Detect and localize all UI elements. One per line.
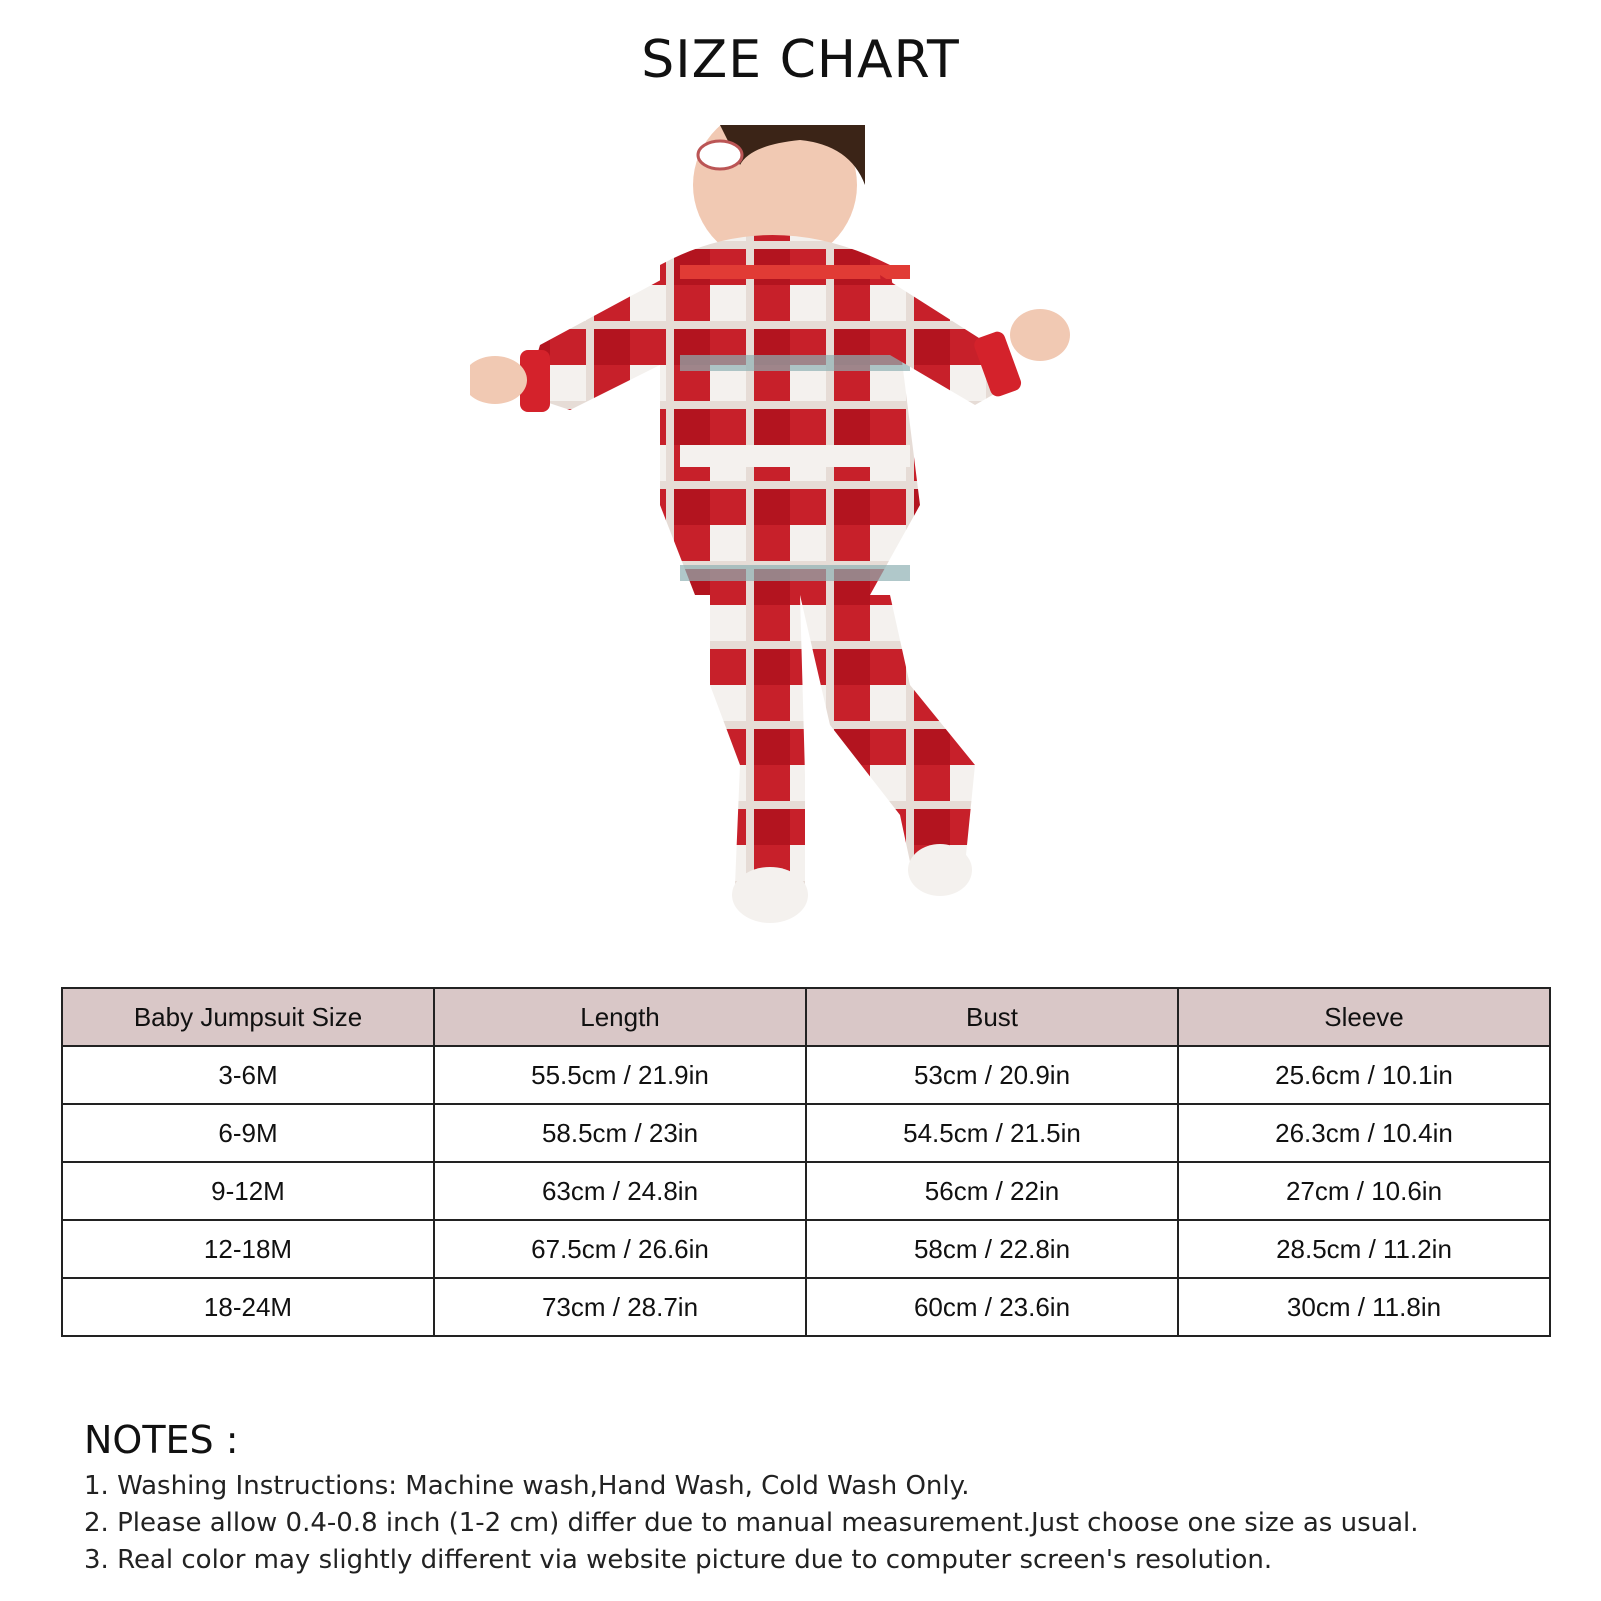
cell-bust: 56cm / 22in — [806, 1162, 1178, 1220]
header-size: Baby Jumpsuit Size — [62, 988, 434, 1046]
cell-bust: 58cm / 22.8in — [806, 1220, 1178, 1278]
cell-length: 73cm / 28.7in — [434, 1278, 806, 1336]
size-table — [61, 987, 1551, 1337]
note-item: 1. Washing Instructions: Machine wash,Hand Wash, Cold Wash Only. — [84, 1471, 970, 1501]
left-hand-icon — [470, 356, 527, 404]
cell-bust: 60cm / 23.6in — [806, 1278, 1178, 1336]
cell-size: 18-24M — [62, 1278, 434, 1336]
jumpsuit-icon — [520, 235, 1023, 923]
note-item: 2. Please allow 0.4-0.8 inch (1-2 cm) differ due to manual measurement.Just choose one size as usual. — [84, 1508, 1419, 1538]
notes-list — [84, 1468, 1564, 1579]
cell-length: 63cm / 24.8in — [434, 1162, 806, 1220]
notes-title: NOTES : — [84, 1418, 239, 1462]
cell-size: 3-6M — [62, 1046, 434, 1104]
table-row — [62, 1220, 1550, 1278]
cell-size: 12-18M — [62, 1220, 434, 1278]
cell-bust: 53cm / 20.9in — [806, 1046, 1178, 1104]
cell-length: 55.5cm / 21.9in — [434, 1046, 806, 1104]
right-hand-icon — [1010, 309, 1070, 361]
header-sleeve: Sleeve — [1178, 988, 1550, 1046]
cell-length: 67.5cm / 26.6in — [434, 1220, 806, 1278]
cell-sleeve: 27cm / 10.6in — [1178, 1162, 1550, 1220]
table-row — [62, 1162, 1550, 1220]
cell-size: 6-9M — [62, 1104, 434, 1162]
table-header-row — [62, 988, 1550, 1046]
notes-section — [84, 1418, 1564, 1579]
cell-size: 9-12M — [62, 1162, 434, 1220]
page-title: SIZE CHART — [641, 30, 960, 90]
cell-length: 58.5cm / 23in — [434, 1104, 806, 1162]
cell-bust: 54.5cm / 21.5in — [806, 1104, 1178, 1162]
table-row — [62, 1278, 1550, 1336]
header-bust: Bust — [806, 988, 1178, 1046]
cell-sleeve: 25.6cm / 10.1in — [1178, 1046, 1550, 1104]
cell-sleeve: 26.3cm / 10.4in — [1178, 1104, 1550, 1162]
note-item: 3. Real color may slightly different via website picture due to computer screen's resolution. — [84, 1545, 1273, 1575]
table-row — [62, 1104, 1550, 1162]
product-photo — [470, 125, 1110, 945]
cell-sleeve: 28.5cm / 11.2in — [1178, 1220, 1550, 1278]
header-length: Length — [434, 988, 806, 1046]
table-row — [62, 1046, 1550, 1104]
cell-sleeve: 30cm / 11.8in — [1178, 1278, 1550, 1336]
